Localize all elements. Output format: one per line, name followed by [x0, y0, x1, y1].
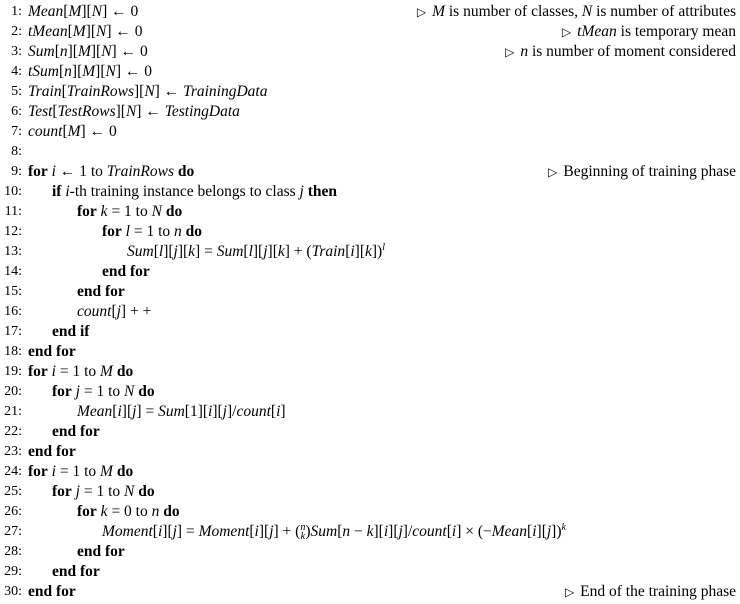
code: for j = 1 to N do	[52, 483, 155, 500]
line-number: 22:	[4, 424, 22, 439]
line-number: 28:	[4, 544, 22, 559]
comment: ▷ Beginning of training phase	[548, 163, 736, 180]
triangle-right-icon: ▷	[548, 165, 558, 179]
line-number: 11:	[4, 204, 22, 219]
algo-line-13	[0, 242, 740, 262]
line-number: 19:	[4, 364, 22, 379]
algo-line-23	[0, 442, 740, 462]
comment: ▷ tMean is temporary mean	[561, 23, 736, 40]
comment: ▷ M is number of classes, N is number of attributes	[416, 3, 736, 20]
code: Train[TrainRows][N] ← TrainingData	[28, 83, 268, 100]
code: for l = 1 to n do	[102, 223, 203, 240]
line-number: 12:	[4, 224, 22, 239]
algo-line-2	[0, 22, 740, 42]
algo-line-27	[0, 522, 740, 542]
line-number: 14:	[4, 264, 22, 279]
code: for j = 1 to N do	[52, 383, 155, 400]
code: end for	[52, 423, 100, 440]
code: end for	[28, 343, 76, 360]
triangle-right-icon: ▷	[564, 585, 575, 599]
line-number: 23:	[4, 444, 22, 459]
line-number: 21:	[4, 404, 22, 419]
algo-line-9	[0, 162, 740, 182]
code: end for	[77, 543, 125, 560]
code: for k = 1 to N do	[77, 203, 183, 220]
algo-line-4	[0, 62, 740, 82]
algo-line-20	[0, 382, 740, 402]
line-number: 26:	[4, 504, 22, 519]
line-number: 15:	[4, 284, 22, 299]
line-number: 2:	[11, 24, 22, 39]
algo-line-17	[0, 322, 740, 342]
algo-line-25	[0, 482, 740, 502]
code: Sum[l][j][k] = Sum[l][j][k] + (Train[i][k])$^l$	[127, 241, 385, 260]
algo-line-22	[0, 422, 740, 442]
code: end for	[28, 583, 76, 600]
line-number: 9:	[11, 164, 22, 179]
algo-line-6	[0, 102, 740, 122]
line-number: 29:	[4, 564, 22, 579]
algo-line-8	[0, 142, 740, 162]
line-number: 17:	[4, 324, 22, 339]
binomial: n k	[300, 522, 306, 543]
code: for i ← 1 to TrainRows do	[28, 163, 195, 180]
code: end for	[77, 283, 125, 300]
line-number: 18:	[4, 344, 22, 359]
code: Moment[i][j] = Moment[i][j] + ( n k )Sum[n − k][i][j]/count[i] × (−Mean[i][j])$^k$	[102, 521, 566, 543]
code: Test[TestRows][N] ← TestingData	[28, 103, 240, 120]
code: end for	[102, 263, 150, 280]
code: for k = 0 to n do	[77, 503, 180, 520]
algo-line-30	[0, 582, 740, 602]
line-number: 10:	[4, 184, 22, 199]
algo-line-28	[0, 542, 740, 562]
algo-line-1	[0, 2, 740, 22]
line-number: 1:	[11, 4, 22, 19]
algo-line-3	[0, 42, 740, 62]
code: Sum[n][M][N] ← 0	[28, 43, 148, 60]
algo-line-11	[0, 202, 740, 222]
algo-line-10	[0, 182, 740, 202]
line-number: 27:	[4, 524, 22, 539]
algo-line-24	[0, 462, 740, 482]
code: end for	[52, 563, 100, 580]
line-number: 16:	[4, 304, 22, 319]
algo-line-21	[0, 402, 740, 422]
code: end if	[52, 323, 90, 340]
algo-line-26	[0, 502, 740, 522]
code: for i = 1 to M do	[28, 463, 134, 480]
algo-line-18	[0, 342, 740, 362]
code: tMean[M][N] ← 0	[28, 23, 143, 40]
comment: ▷ n is number of moment considered	[505, 43, 736, 60]
algo-line-12	[0, 222, 740, 242]
code: if i-th training instance belongs to class j then	[52, 183, 338, 200]
algo-line-16	[0, 302, 740, 322]
triangle-right-icon: ▷	[416, 5, 427, 19]
algo-line-14	[0, 262, 740, 282]
comment	[565, 582, 736, 602]
line-number: 13:	[4, 244, 22, 259]
line-number: 25:	[4, 484, 22, 499]
comment-text: End of the training phase	[580, 583, 736, 600]
triangle-right-icon: ▷	[505, 45, 515, 59]
algo-line-7	[0, 122, 740, 142]
algo-line-5	[0, 82, 740, 102]
line-number: 7:	[11, 124, 22, 139]
line-number: 4:	[11, 64, 22, 79]
line-number: 6:	[11, 104, 22, 119]
code: Mean[i][j] = Sum[1][i][j]/count[i]	[77, 403, 286, 420]
code: count[j] + +	[77, 303, 152, 320]
code: tSum[n][M][N] ← 0	[28, 63, 153, 80]
code: count[M] ← 0	[28, 123, 117, 140]
code: Mean[M][N] ← 0	[28, 3, 139, 20]
algo-line-15	[0, 282, 740, 302]
line-number: 3:	[11, 44, 22, 59]
line-number: 30:	[4, 584, 22, 599]
line-number: 8:	[11, 144, 22, 159]
line-number: 24:	[4, 464, 22, 479]
code: for i = 1 to M do	[28, 363, 134, 380]
code: end for	[28, 443, 76, 460]
algo-line-29	[0, 562, 740, 582]
line-number: 20:	[4, 384, 22, 399]
triangle-right-icon: ▷	[561, 25, 572, 39]
algo-line-19	[0, 362, 740, 382]
line-number: 5:	[11, 84, 22, 99]
